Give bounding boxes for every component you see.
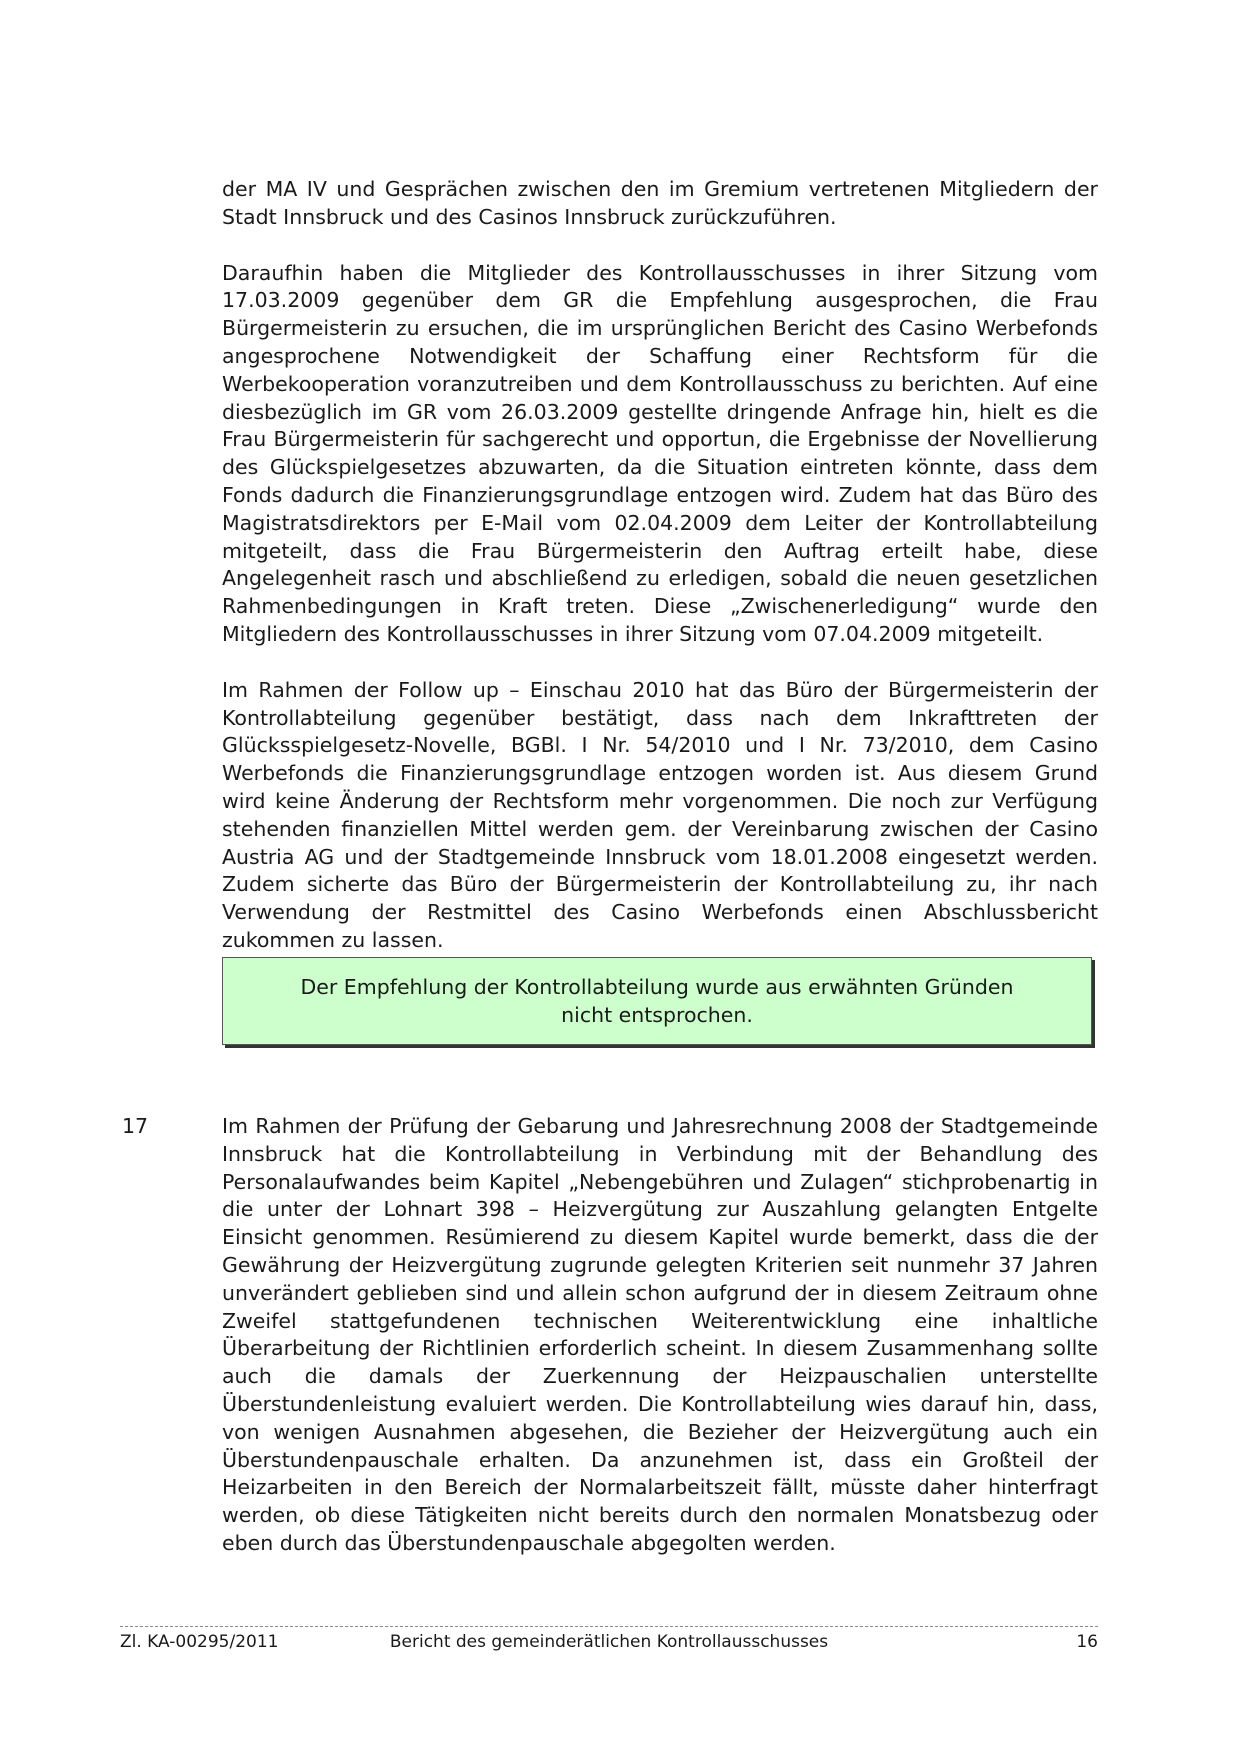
recommendation-result-box [222,957,1092,1045]
recommendation-line-1: Der Empfehlung der Kontrollabteilung wurde aus erwähnten Gründen [300,975,1014,999]
recommendation-line-2: nicht entsprochen. [561,1003,753,1027]
paragraph-recommendation-history: Daraufhin haben die Mitglieder des Kontrollausschusses in ihrer Sitzung vom 17.03.2009 gegenüber dem GR die Empfehlung ausgesprochen, die Frau Bürgermeisterin zu ersuchen, die im ursprünglichen Bericht des Casino Werbefonds angesprochene Notwendigkeit der Schaffung einer Rechtsform für die Werbekooperation voranzutreiben und dem Kontrollausschuss zu berichten. Auf eine diesbezüglich im GR vom 26.03.2009 gestellte dringende Anfrage hin, hielt es die Frau Bürgermeisterin für sachgerecht und opportun, die Ergebnisse der Novellierung des Glückspielgesetzes abzuwarten, da die Situation eintreten könnte, dass dem Fonds dadurch die Finanzierungsgrundlage entzogen wird. Zudem hat das Büro des Magistratsdirektors per E-Mail vom 02.04.2009 dem Leiter der Kontrollabteilung mitgeteilt, dass die Frau Bürgermeisterin den Auftrag erteilt habe, diese Angelegenheit rasch und abschließend zu erledigen, sobald die neuen gesetzlichen Rahmenbedingungen in Kraft treten. Diese „Zwischenerledigung“ wurde den Mitgliedern des Kontrollausschusses in ihrer Sitzung vom 07.04.2009 mitgeteilt. [222,260,1098,646]
footer-page-number: 16 [1076,1632,1098,1652]
footer-title: Bericht des gemeinderätlichen Kontrollausschusses [389,1632,829,1652]
paragraph-continuation: der MA IV und Gesprächen zwischen den im Gremium vertretenen Mitgliedern der Stadt Innsbruck und des Casinos Innsbruck zurückzuführen. [222,177,1098,229]
recommendation-result-text [277,973,1037,1029]
paragraph-follow-up: Im Rahmen der Follow up – Einschau 2010 hat das Büro der Bürgermeisterin der Kontrollabteilung gegenüber bestätigt, dass nach dem Inkrafttreten der Glücksspielgesetz-Novelle, BGBl. I Nr. 54/2010 und I Nr. 73/2010, dem Casino Werbefonds die Finanzierungsgrundlage entzogen worden ist. Aus diesem Grund wird keine Änderung der Rechtsform mehr vorgenommen. Die noch zur Verfügung stehenden finanziellen Mittel werden gem. der Vereinbarung zwischen der Casino Austria AG und der Stadtgemeinde Innsbruck vom 18.01.2008 eingesetzt werden. Zudem sicherte das Büro der Bürgermeisterin der Kontrollabteilung zu, ihr nach Verwendung der Restmittel des Casino Werbefonds einen Abschlussbericht zukommen zu lassen. [222,677,1098,952]
item-text: Im Rahmen der Prüfung der Gebarung und Jahresrechnung 2008 der Stadtgemeinde Innsbruck hat die Kontrollabteilung in Verbindung mit der Behandlung des Personalaufwandes beim Kapitel „Nebengebühren und Zulagen“ stichprobenartig in die unter der Lohnart 398 – Heizvergütung zur Auszahlung gelangten Entgelte Einsicht genommen. Resümierend zu diesem Kapitel wurde bemerkt, dass die der Gewährung der Heizvergütung zugrunde gelegten Kriterien seit nunmehr 37 Jahren unverändert geblieben sind und allein schon aufgrund der in diesem Zeitraum ohne Zweifel stattgefundenen technischen Weiterentwicklung eine inhaltliche Überarbeitung der Richtlinien erforderlich scheint. In diesem Zusammenhang sollte auch die damals der Zuerkennung der Heizpauschalien unterstellte Überstundenleistung evaluiert werden. Die Kontrollabteilung wies darauf hin, dass, von wenigen Ausnahmen abgesehen, die Bezieher der Heizvergütung auch ein Überstundenpauschale erhalten. Da anzunehmen ist, dass ein Großteil der Heizarbeiten in den Bereich der Normalarbeitszeit fällt, müsste daher hinterfragt werden, ob diese Tätigkeiten nicht bereits durch den normalen Monatsbezug oder eben durch das Überstundenpauschale abgegolten werden. [222,1114,1098,1555]
document-body [222,176,1098,955]
footer-reference: Zl. KA-00295/2011 [120,1632,279,1652]
item-number: 17 [122,1114,149,1138]
footer-divider [120,1626,1098,1627]
